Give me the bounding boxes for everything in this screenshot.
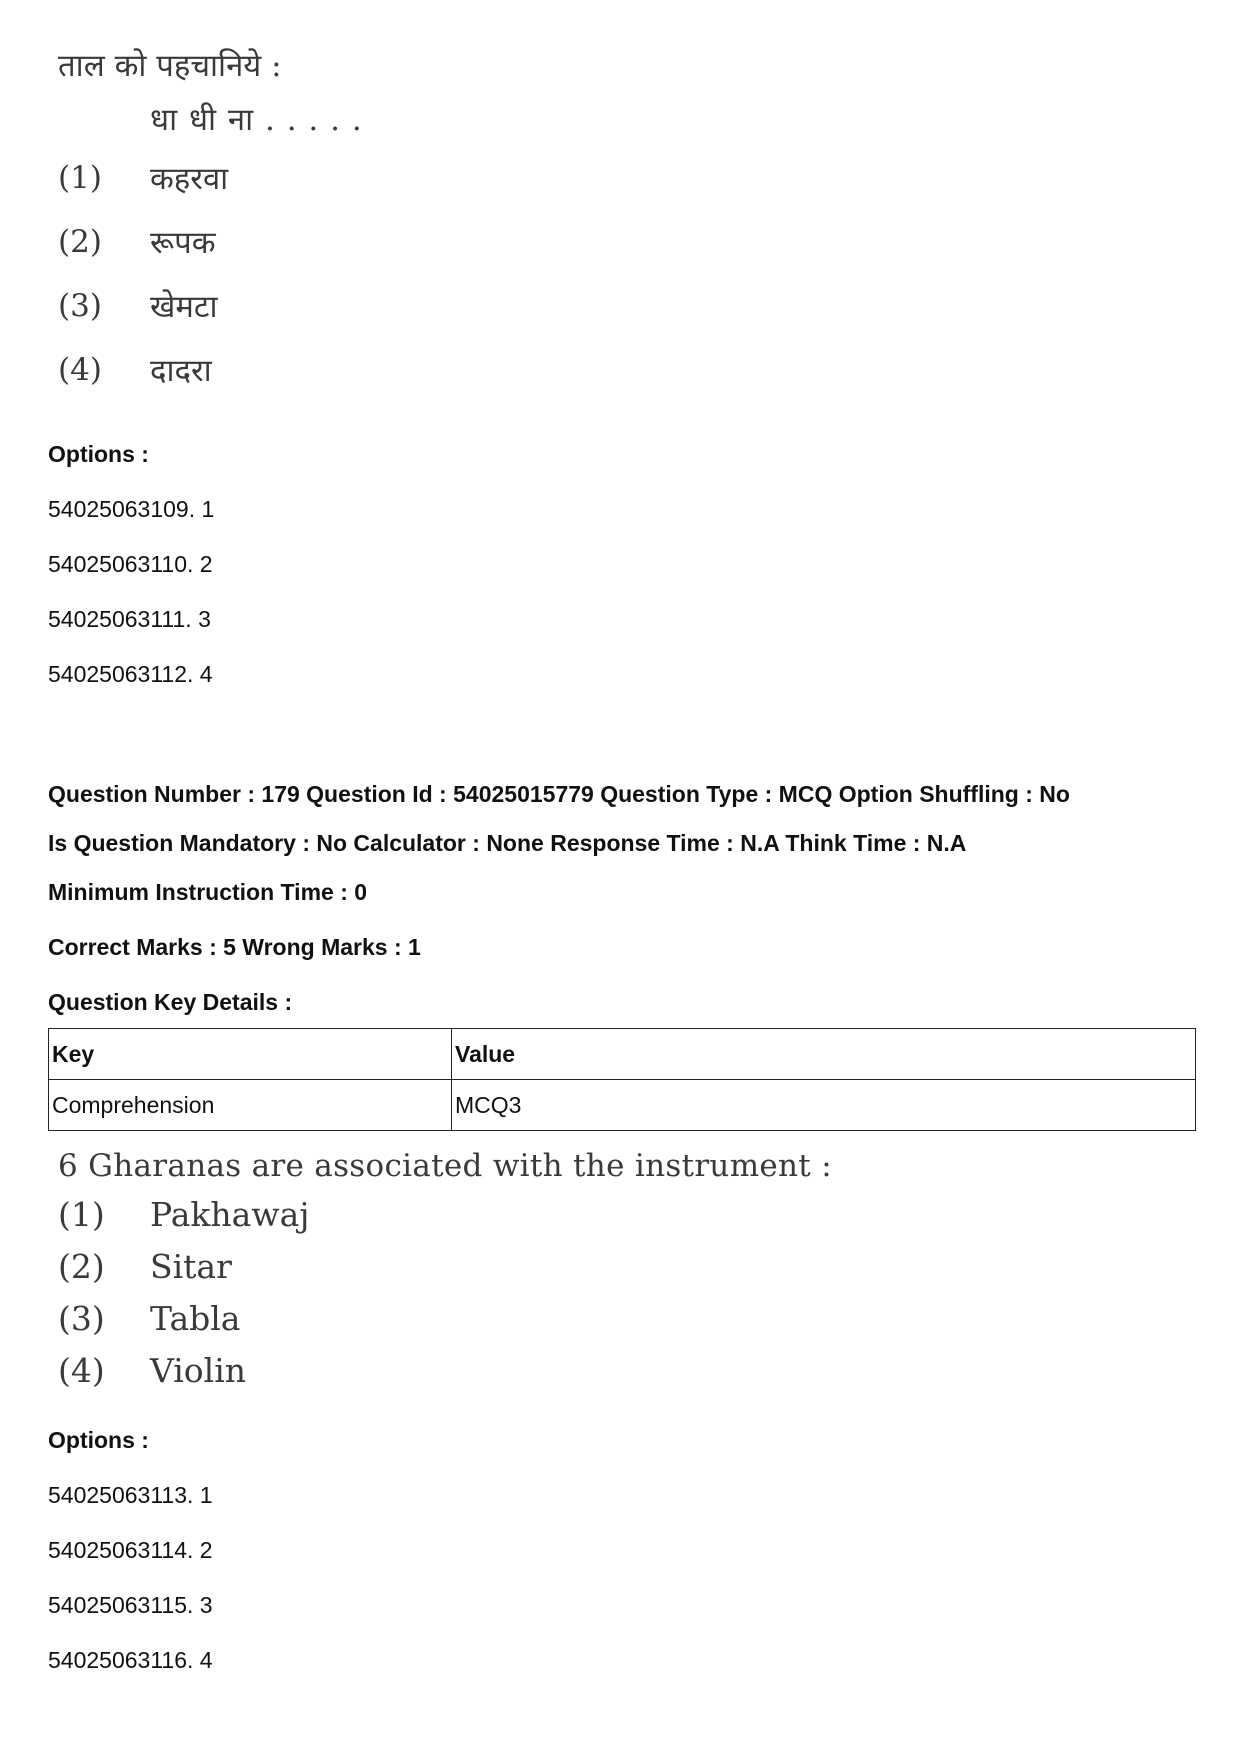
table-row (49, 1080, 1196, 1131)
choice-number: (1) (58, 160, 102, 196)
choice-number: (4) (58, 352, 102, 388)
option-line: 54025063110. 2 (48, 551, 213, 577)
table-cell: Comprehension (49, 1080, 452, 1131)
choice-item (58, 274, 363, 338)
option-line: 54025063111. 3 (48, 606, 211, 632)
choice-text: रूपक (150, 225, 216, 261)
table-header-value: Value (452, 1029, 1196, 1080)
choice-text: कहरवा (150, 161, 229, 197)
option-line: 54025063116. 4 (48, 1647, 213, 1673)
options-label: Options : (48, 441, 149, 467)
choice-number: (3) (58, 288, 102, 324)
choice-number: (3) (58, 1298, 105, 1338)
question-prompt: धा धी ना . . . . . (150, 102, 363, 138)
choice-item (58, 1344, 832, 1396)
option-line: 54025063115. 3 (48, 1592, 213, 1618)
choice-item (58, 338, 363, 402)
marks-line: Correct Marks : 5 Wrong Marks : 1 (48, 934, 421, 960)
options-label: Options : (48, 1427, 149, 1453)
choice-list (58, 1188, 832, 1396)
option-line: 54025063112. 4 (48, 661, 213, 687)
choice-number: (4) (58, 1350, 105, 1390)
choice-number: (2) (58, 224, 102, 260)
option-line: 54025063109. 1 (48, 496, 215, 522)
option-line: 54025063113. 1 (48, 1482, 213, 1508)
choice-text: दादरा (150, 353, 212, 389)
table-header-row (49, 1029, 1196, 1080)
option-line: 54025063114. 2 (48, 1537, 213, 1563)
table-cell: MCQ3 (452, 1080, 1196, 1131)
table-header-key: Key (49, 1029, 452, 1080)
choice-number: (2) (58, 1246, 105, 1286)
choice-item (58, 146, 363, 210)
choice-item (58, 1188, 832, 1240)
choice-text: Violin (150, 1350, 247, 1390)
question-meta-line: Minimum Instruction Time : 0 (48, 879, 368, 905)
choice-item (58, 210, 363, 274)
question-title: ताल को पहचानिये : (58, 48, 282, 84)
question-meta-line: Question Number : 179 Question Id : 54025015779 Question Type : MCQ Option Shuffling : No (48, 781, 1070, 807)
choice-text: Sitar (150, 1246, 232, 1286)
choice-item (58, 1292, 832, 1344)
choice-text: Tabla (150, 1298, 241, 1338)
question-image-english (58, 1148, 832, 1396)
key-details-label: Question Key Details : (48, 989, 293, 1015)
choice-number: (1) (58, 1194, 105, 1234)
question-image-hindi (58, 44, 363, 402)
choice-item (58, 1240, 832, 1292)
question-meta-line: Is Question Mandatory : No Calculator : None Response Time : N.A Think Time : N.A (48, 830, 967, 856)
choice-list (58, 146, 363, 402)
question-title: 6 Gharanas are associated with the instrument : (58, 1148, 832, 1184)
choice-text: खेमटा (150, 289, 218, 325)
choice-text: Pakhawaj (150, 1194, 310, 1234)
key-details-table (48, 1028, 1196, 1131)
